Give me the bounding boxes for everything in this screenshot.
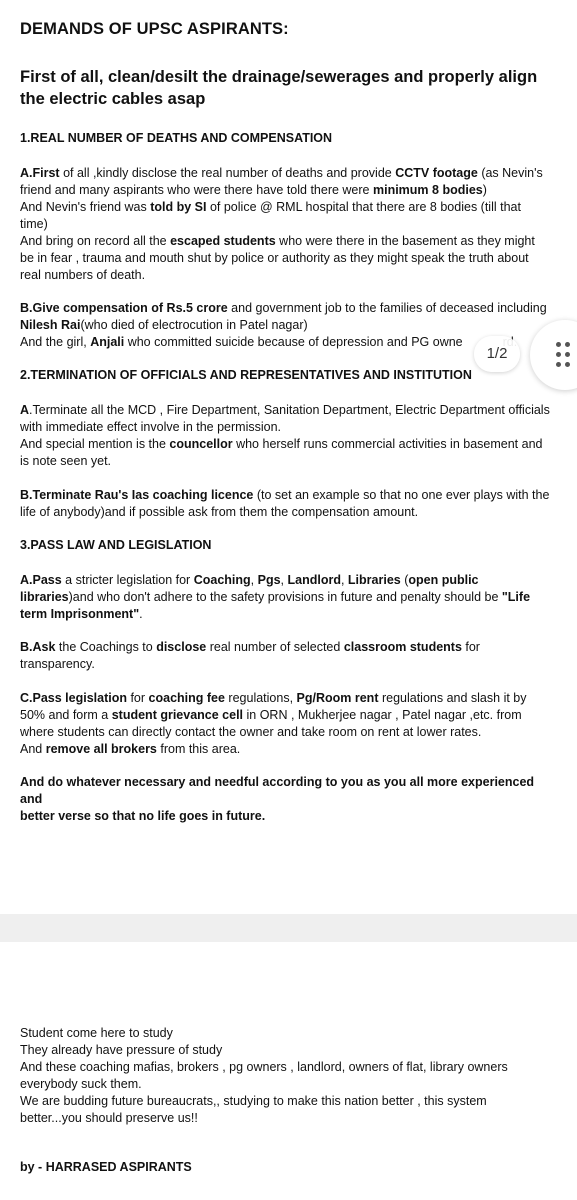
text-bold: told by SI: [150, 200, 207, 214]
text-bold: escaped students: [170, 234, 276, 248]
text: ,: [280, 573, 288, 587]
text-bold: CCTV footage: [395, 166, 478, 180]
section-3-heading: 3.PASS LAW AND LEGISLATION: [20, 538, 212, 552]
text-bold: And do whatever necessary and needful according to you as you all more experienced and: [20, 775, 535, 806]
text-bold: Pg/Room rent: [296, 691, 379, 705]
text-bold: disclose: [156, 640, 207, 654]
page-indicator: 1/2: [474, 336, 520, 372]
text: And special mention is the: [20, 437, 170, 451]
text: )and who don't adhere to the safety provisions in future and penalty should be: [68, 590, 502, 604]
text-line: They already have pressure of study: [20, 1043, 223, 1057]
signature: by - HARRASED ASPIRANTS: [20, 1160, 192, 1174]
text-bold: councellor: [169, 437, 233, 451]
section-1-heading: 1.REAL NUMBER OF DEATHS AND COMPENSATION: [20, 131, 333, 145]
text-bold: "Life term Imprisonment": [20, 590, 531, 621]
text-bold: B.Give compensation of Rs.5 crore: [20, 301, 228, 315]
text: And Nevin's friend was: [20, 200, 151, 214]
text-bold: Coaching: [193, 573, 251, 587]
text-bold: Pgs: [257, 573, 281, 587]
text-bold: B.Terminate Rau's Ias coaching licence: [20, 488, 254, 502]
text: ,: [340, 573, 348, 587]
text-line: Student come here to study: [20, 1026, 173, 1040]
text: the Coachings to: [55, 640, 157, 654]
text-bold: C.Pass legislation: [20, 691, 127, 705]
text-bold: better verse so that no life goes in future.: [20, 809, 266, 823]
section-2-point-a: [20, 402, 550, 470]
text: in ORN , Mukherjee nagar , Patel nagar ,etc. from where students can directly contact the owner and take room on rent at lower rates.: [20, 708, 522, 739]
text: of police @ RML hospital that there are 8 bodies (till that time): [20, 200, 521, 231]
document-subtitle: First of all, clean/desilt the drainage/sewerages and properly align the electric cables asap: [20, 68, 538, 108]
drag-handle-dots-icon: [556, 342, 572, 368]
section-2-heading: 2.TERMINATION OF OFFICIALS AND REPRESENTATIVES AND INSTITUTION: [20, 368, 472, 382]
text: for transparency.: [20, 640, 480, 671]
section-1-point-b: [20, 300, 550, 351]
text: regulations and slash it by 50% and form a: [20, 691, 527, 722]
text: who committed suicide because of depression and PG owne: [124, 335, 463, 349]
text: and government job to the families of deceased including: [227, 301, 547, 315]
text: (to set an example so that no one ever plays with the life of anybody)and if possible ask from them the compensation amount.: [20, 488, 550, 519]
section-1-point-a: [20, 165, 550, 284]
closing-statement: [20, 774, 550, 825]
text-bold: coaching fee: [148, 691, 225, 705]
text: regulations,: [224, 691, 297, 705]
text-bold: classroom students: [343, 640, 462, 654]
text: a stricter legislation for: [61, 573, 194, 587]
text: from this area.: [156, 742, 241, 756]
text: ): [482, 183, 487, 197]
text-bold: A.First: [20, 166, 60, 180]
text: ,: [250, 573, 258, 587]
document-title: DEMANDS OF UPSC ASPIRANTS:: [20, 20, 289, 38]
section-3-point-b: [20, 639, 550, 673]
text-line: And these coaching mafias, brokers , pg owners , landlord, owners of flat, library owners everybody suck them.: [20, 1060, 508, 1091]
text: And: [20, 742, 46, 756]
text-bold: A.Pass: [20, 573, 62, 587]
text-bold: minimum 8 bodies: [372, 183, 483, 197]
section-3-point-c: [20, 690, 550, 758]
text-bold: B.Ask: [20, 640, 56, 654]
text: for: [126, 691, 149, 705]
text: of all ,kindly disclose the real number of deaths and provide: [59, 166, 396, 180]
text: (: [400, 573, 409, 587]
page-separator: [0, 914, 577, 942]
text-bold: Anjali: [90, 335, 125, 349]
text-bold: open public libraries: [20, 573, 479, 604]
text: who were there in the basement as they might be in fear , trauma and mouth shut by police or authority as they might speak the truth about real numbers of death.: [20, 234, 535, 282]
page-2-text: [20, 1025, 540, 1127]
text-bold: A: [20, 403, 30, 417]
text: who herself runs commercial activities in basement and is note seen yet.: [20, 437, 543, 468]
text-bold: Landlord: [287, 573, 341, 587]
text-bold: remove all brokers: [45, 742, 157, 756]
text: .: [139, 607, 143, 621]
text-bold: Nilesh Rai: [20, 318, 81, 332]
section-3-point-a: [20, 572, 550, 623]
text: .Terminate all the MCD , Fire Department, Sanitation Department, Electric Department officials with immediate effect involve in the permission.: [20, 403, 550, 434]
text-line: We are budding future bureaucrats,, studying to make this nation better , this system better...you should preserve us!!: [20, 1094, 487, 1125]
text: real number of selected: [206, 640, 344, 654]
text: (as Nevin's friend and many aspirants who were there have told there were: [20, 166, 543, 197]
text: (who died of electrocution in Patel nagar): [80, 318, 308, 332]
text-bold: student grievance cell: [111, 708, 244, 722]
text: And the girl,: [20, 335, 91, 349]
section-2-point-b: [20, 487, 550, 521]
text: And bring on record all the: [20, 234, 171, 248]
text-bold: Libraries: [347, 573, 401, 587]
